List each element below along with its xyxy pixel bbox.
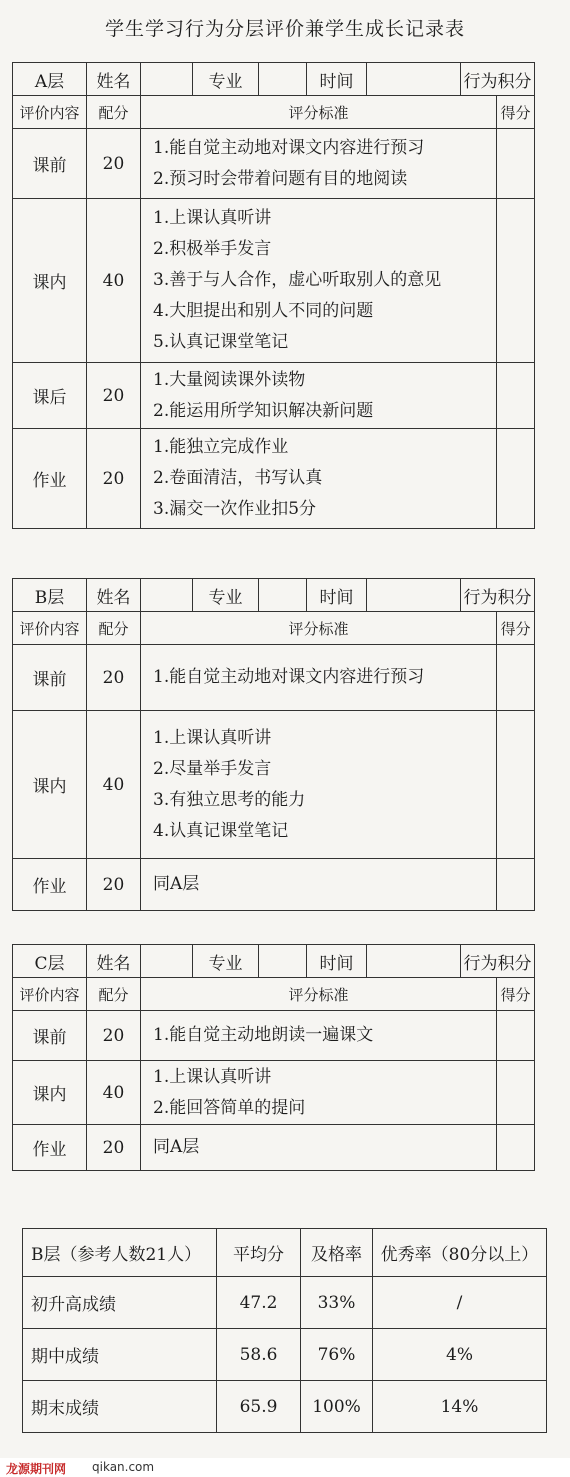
- row-score: [497, 363, 535, 429]
- sub-header-row: [13, 96, 535, 129]
- layer-label: A层: [13, 63, 87, 96]
- row-score: [497, 711, 535, 859]
- row-content: 作业: [13, 1125, 87, 1171]
- row-content: 课前: [13, 1011, 87, 1061]
- criterion-item: 1.能自觉主动地对课文内容进行预习: [153, 667, 425, 687]
- criterion-item: 3.漏交一次作业扣5分: [153, 499, 317, 519]
- row-score: [497, 859, 535, 911]
- evaluation-table-c: [12, 944, 535, 1171]
- row-criteria: [141, 363, 497, 429]
- criteria-row: [13, 363, 535, 429]
- row-criteria: [141, 429, 497, 529]
- points-header: 配分: [87, 96, 141, 129]
- major-label: 专业: [193, 63, 259, 96]
- results-header-row: [23, 1229, 547, 1277]
- results-cell: 76%: [301, 1329, 373, 1381]
- row-criteria: [141, 1125, 497, 1171]
- criterion-item: 3.善于与人合作，虚心听取别人的意见: [153, 270, 442, 290]
- criterion-item: 4.认真记课堂笔记: [153, 820, 289, 841]
- standard-header: 评分标准: [141, 978, 497, 1011]
- row-criteria: [141, 645, 497, 711]
- results-row: [23, 1277, 547, 1329]
- major-value: [259, 63, 307, 96]
- results-cell: 33%: [301, 1277, 373, 1329]
- row-points: 40: [87, 1061, 141, 1125]
- score-header: 得分: [497, 96, 535, 129]
- row-content: 课后: [13, 363, 87, 429]
- row-points: 20: [87, 429, 141, 529]
- criterion-item: 5.认真记课堂笔记: [153, 332, 289, 352]
- criteria-row: [13, 859, 535, 911]
- criteria-row: [13, 1011, 535, 1061]
- name-value: [141, 63, 193, 96]
- results-cell: 65.9: [217, 1381, 301, 1433]
- criterion-item: 2.尽量举手发言: [153, 758, 272, 779]
- time-label: 时间: [307, 579, 367, 612]
- results-cell: 14%: [373, 1381, 547, 1433]
- results-row: [23, 1381, 547, 1433]
- criteria-row: [13, 429, 535, 529]
- evaluation-table-b: [12, 578, 535, 911]
- row-score: [497, 1061, 535, 1125]
- results-row: [23, 1329, 547, 1381]
- row-content: 作业: [13, 859, 87, 911]
- row-score: [497, 129, 535, 199]
- criterion-item: 2.能回答简单的提问: [153, 1097, 306, 1118]
- standard-header: 评分标准: [141, 612, 497, 645]
- criterion-item: 1.上课认真听讲: [153, 1066, 272, 1087]
- page-title: 学生学习行为分层评价兼学生成长记录表: [104, 18, 465, 40]
- criterion-item: 4.大胆提出和别人不同的问题: [153, 301, 374, 321]
- criterion-item: 同A层: [153, 874, 200, 894]
- row-criteria: [141, 129, 497, 199]
- criteria-row: [13, 199, 535, 363]
- criteria-row: [13, 711, 535, 859]
- content-header: 评价内容: [13, 96, 87, 129]
- footer-watermark: [0, 1458, 570, 1477]
- time-label: 时间: [307, 945, 367, 978]
- criterion-item: 1.大量阅读课外读物: [153, 369, 306, 390]
- row-criteria: [141, 859, 497, 911]
- row-points: 20: [87, 363, 141, 429]
- row-points: 40: [87, 199, 141, 363]
- name-label: 姓名: [87, 63, 141, 96]
- footer-site: 龙源期刊网: [6, 1462, 67, 1476]
- row-score: [497, 1125, 535, 1171]
- row-score: [497, 1011, 535, 1061]
- major-value: [259, 579, 307, 612]
- criterion-item: 1.能自觉主动地朗读一遍课文: [153, 1025, 374, 1045]
- behavior-score-label: 行为积分: [461, 945, 535, 978]
- results-cell: 期中成绩: [23, 1329, 217, 1381]
- row-criteria: [141, 711, 497, 859]
- row-points: 20: [87, 645, 141, 711]
- criterion-item: 1.上课认真听讲: [153, 727, 272, 748]
- layer-label: C层: [13, 945, 87, 978]
- content-header: 评价内容: [13, 612, 87, 645]
- points-header: 配分: [87, 612, 141, 645]
- header-row: [13, 579, 535, 612]
- row-score: [497, 645, 535, 711]
- time-value: [367, 945, 461, 978]
- behavior-score-label: 行为积分: [461, 63, 535, 96]
- header-row: [13, 945, 535, 978]
- criterion-item: 2.预习时会带着问题有目的地阅读: [153, 168, 408, 189]
- results-cell: 初升高成绩: [23, 1277, 217, 1329]
- sub-header-row: [13, 978, 535, 1011]
- results-header: 优秀率（80分以上）: [373, 1229, 547, 1277]
- evaluation-table-a: [12, 62, 535, 529]
- criteria-row: [13, 129, 535, 199]
- results-cell: 58.6: [217, 1329, 301, 1381]
- row-score: [497, 429, 535, 529]
- footer-url: qikan.com: [92, 1460, 155, 1474]
- sub-header-row: [13, 612, 535, 645]
- score-header: 得分: [497, 612, 535, 645]
- criteria-row: [13, 1061, 535, 1125]
- row-content: 课前: [13, 645, 87, 711]
- criterion-item: 2.卷面清洁，书写认真: [153, 468, 323, 488]
- criterion-item: 1.能独立完成作业: [153, 437, 289, 457]
- results-cell: 47.2: [217, 1277, 301, 1329]
- row-content: 课内: [13, 711, 87, 859]
- row-content: 课内: [13, 199, 87, 363]
- row-points: 20: [87, 1125, 141, 1171]
- results-cell: 4%: [373, 1329, 547, 1381]
- criterion-item: 2.能运用所学知识解决新问题: [153, 400, 374, 421]
- criteria-row: [13, 1125, 535, 1171]
- row-content: 作业: [13, 429, 87, 529]
- standard-header: 评分标准: [141, 96, 497, 129]
- criterion-item: 1.上课认真听讲: [153, 208, 272, 228]
- row-content: 课前: [13, 129, 87, 199]
- row-criteria: [141, 199, 497, 363]
- time-value: [367, 63, 461, 96]
- row-points: 20: [87, 859, 141, 911]
- results-cell: 100%: [301, 1381, 373, 1433]
- row-points: 20: [87, 1011, 141, 1061]
- name-label: 姓名: [87, 945, 141, 978]
- time-value: [367, 579, 461, 612]
- criterion-item: 1.能自觉主动地对课文内容进行预习: [153, 137, 425, 158]
- time-label: 时间: [307, 63, 367, 96]
- name-value: [141, 579, 193, 612]
- row-criteria: [141, 1011, 497, 1061]
- major-label: 专业: [193, 945, 259, 978]
- layer-label: B层: [13, 579, 87, 612]
- name-label: 姓名: [87, 579, 141, 612]
- row-points: 40: [87, 711, 141, 859]
- content-header: 评价内容: [13, 978, 87, 1011]
- major-label: 专业: [193, 579, 259, 612]
- behavior-score-label: 行为积分: [461, 579, 535, 612]
- results-header: 平均分: [217, 1229, 301, 1277]
- major-value: [259, 945, 307, 978]
- results-header: 及格率: [301, 1229, 373, 1277]
- row-score: [497, 199, 535, 363]
- results-cell: 期末成绩: [23, 1381, 217, 1433]
- row-points: 20: [87, 129, 141, 199]
- row-criteria: [141, 1061, 497, 1125]
- results-cell: /: [373, 1277, 547, 1329]
- row-content: 课内: [13, 1061, 87, 1125]
- points-header: 配分: [87, 978, 141, 1011]
- results-table: [22, 1228, 547, 1433]
- results-header: B层（参考人数21人）: [23, 1229, 217, 1277]
- criterion-item: 3.有独立思考的能力: [153, 789, 306, 810]
- criterion-item: 同A层: [153, 1137, 200, 1157]
- criterion-item: 2.积极举手发言: [153, 239, 272, 259]
- criteria-row: [13, 645, 535, 711]
- score-header: 得分: [497, 978, 535, 1011]
- name-value: [141, 945, 193, 978]
- header-row: [13, 63, 535, 96]
